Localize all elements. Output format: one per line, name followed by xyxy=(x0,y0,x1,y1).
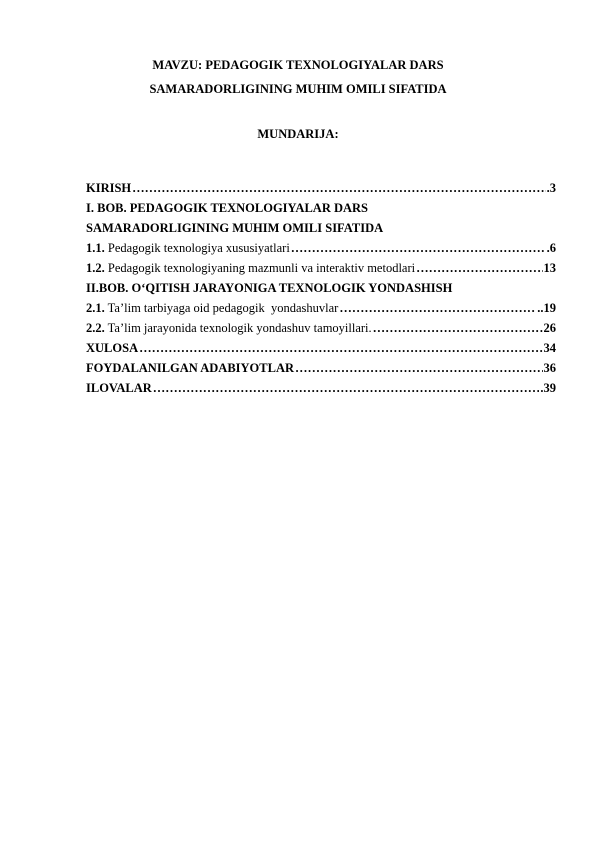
toc-leader-dots xyxy=(295,358,542,378)
toc-section-number: 1.1. xyxy=(86,241,105,255)
toc-row-1-1 xyxy=(86,238,556,258)
toc-entry-text: Pedagogik texnologiya xususiyatlari xyxy=(104,241,290,255)
toc-page-number: .6 xyxy=(546,241,556,255)
contents-heading: MUNDARIJA: xyxy=(257,127,339,141)
toc-row-xulosa xyxy=(86,338,556,358)
toc-chapter-1-line-2: SAMARADORLIGINING MUHIM OMILI SIFATIDA xyxy=(86,221,384,235)
toc-section-number: 2.2. xyxy=(86,321,105,335)
toc-leader-dots xyxy=(139,338,542,358)
toc-entry-text: ILOVALAR xyxy=(86,381,152,395)
document-title-line-2: SAMARADORLIGINING MUHIM OMILI SIFATIDA xyxy=(149,82,447,96)
document-title-line-1: MAVZU: PEDAGOGIK TEXNOLOGIYALAR DARS xyxy=(152,58,444,72)
toc-page-number: 36 xyxy=(543,361,556,375)
toc-row-adabiyotlar xyxy=(86,358,556,378)
toc-entry-text: Ta’lim jarayonida texnologik yondashuv tamoyillari. xyxy=(104,321,372,335)
toc-page-number: 26 xyxy=(543,321,556,335)
toc-page-number: .3 xyxy=(546,181,556,195)
toc-chapter-2: II.BOB. O‘QITISH JARAYONIGA TEXNOLOGIK YONDASHISH xyxy=(86,281,453,295)
table-of-contents xyxy=(86,178,556,398)
toc-leader-dots xyxy=(291,238,546,258)
toc-leader-dots xyxy=(132,178,545,198)
toc-row-kirish xyxy=(86,178,556,198)
toc-entry-text: XULOSA xyxy=(86,341,139,355)
toc-page-number: .39 xyxy=(540,381,556,395)
toc-page-number: 34 xyxy=(543,341,556,355)
toc-row-ilovalar xyxy=(86,378,556,398)
toc-chapter-1-line-1: I. BOB. PEDAGOGIK TEXNOLOGIYALAR DARS xyxy=(86,201,369,215)
toc-row-2-1 xyxy=(86,298,556,318)
toc-row-2-2 xyxy=(86,318,556,338)
toc-section-number: 1.2. xyxy=(86,261,105,275)
toc-row-1-2 xyxy=(86,258,556,278)
toc-leader-dots xyxy=(373,318,543,338)
toc-leader-dots xyxy=(153,378,540,398)
toc-entry-text: KIRISH xyxy=(86,181,132,195)
toc-section-number: 2.1. xyxy=(86,301,105,315)
toc-entry-text: Pedagogik texnologiyaning mazmunli va interaktiv metodlari xyxy=(104,261,416,275)
toc-page-number: 13 xyxy=(543,261,556,275)
toc-entry-text: Ta’lim tarbiyaga oid pedagogik yondashuvlar xyxy=(104,301,339,315)
toc-page-number: ..19 xyxy=(537,301,556,315)
toc-leader-dots xyxy=(339,298,536,318)
toc-entry-text: FOYDALANILGAN ADABIYOTLAR xyxy=(86,361,295,375)
toc-leader-dots xyxy=(416,258,542,278)
